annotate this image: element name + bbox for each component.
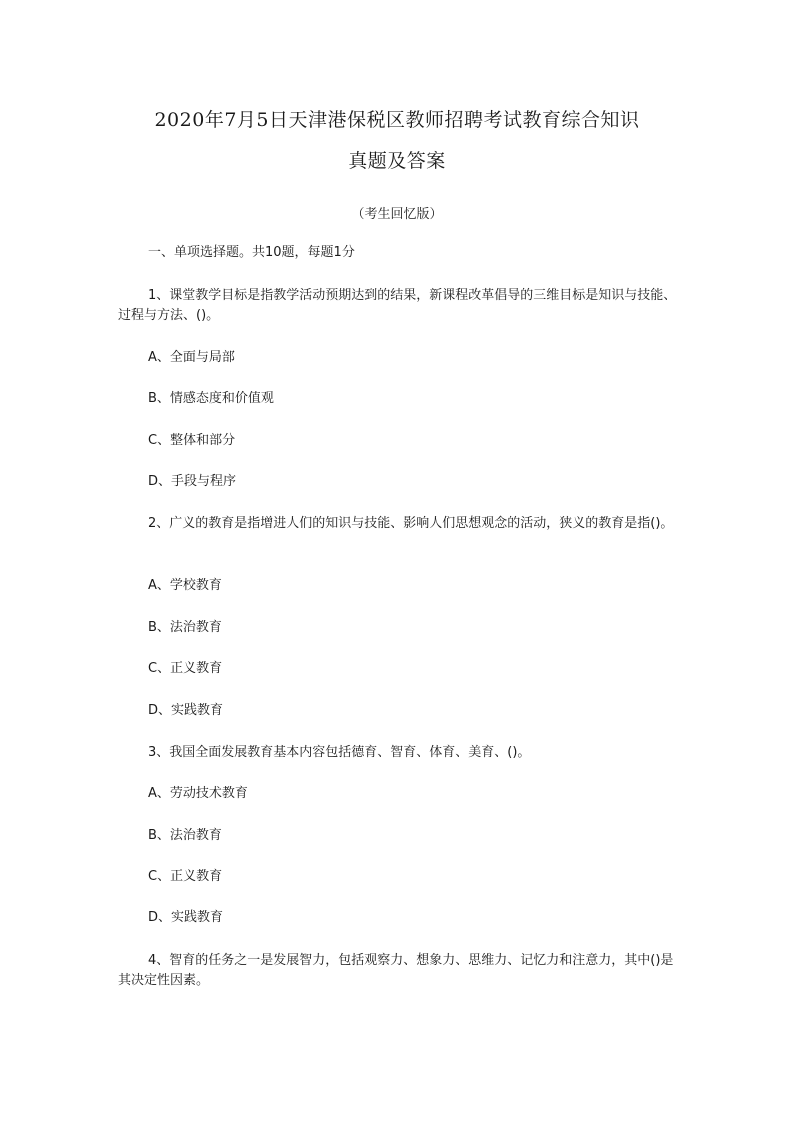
question-1-option-d: D、手段与程序 xyxy=(148,474,237,489)
question-2-stem: 2、广义的教育是指增进人们的知识与技能、影响人们思想观念的活动，狭义的教育是指()。 xyxy=(148,516,674,531)
question-1-option-c: C、整体和部分 xyxy=(148,433,236,448)
question-3-stem: 3、我国全面发展教育基本内容包括德育、智育、体育、美育、()。 xyxy=(148,745,531,760)
question-3-option-c: C、正义教育 xyxy=(148,869,223,884)
document-title-line-1: 2020年7月5日天津港保税区教师招聘考试教育综合知识 xyxy=(154,109,640,131)
question-1-option-a: A、全面与局部 xyxy=(148,350,235,365)
question-4-stem: 4、智育的任务之一是发展智力，包括观察力、想象力、思维力、记忆力和注意力，其中()是其决定性因素。 xyxy=(118,953,674,988)
document-subtitle: （考生回忆版） xyxy=(351,207,443,222)
question-3-option-d: D、实践教育 xyxy=(148,910,224,925)
question-1-option-b: B、情感态度和价值观 xyxy=(148,391,274,406)
question-2-option-a: A、学校教育 xyxy=(148,578,222,593)
question-3-option-b: B、法治教育 xyxy=(148,828,222,843)
document-title-line-2: 真题及答案 xyxy=(348,150,446,172)
question-1-stem: 1、课堂教学目标是指教学活动预期达到的结果，新课程改革倡导的三维目标是知识与技能、过程与方法、()。 xyxy=(118,288,677,323)
question-2-option-d: D、实践教育 xyxy=(148,703,224,718)
question-3-option-a: A、劳动技术教育 xyxy=(148,786,248,801)
question-2-option-c: C、正义教育 xyxy=(148,661,223,676)
question-2-option-b: B、法治教育 xyxy=(148,620,222,635)
section-heading: 一、单项选择题。共10题，每题1分 xyxy=(148,245,355,260)
